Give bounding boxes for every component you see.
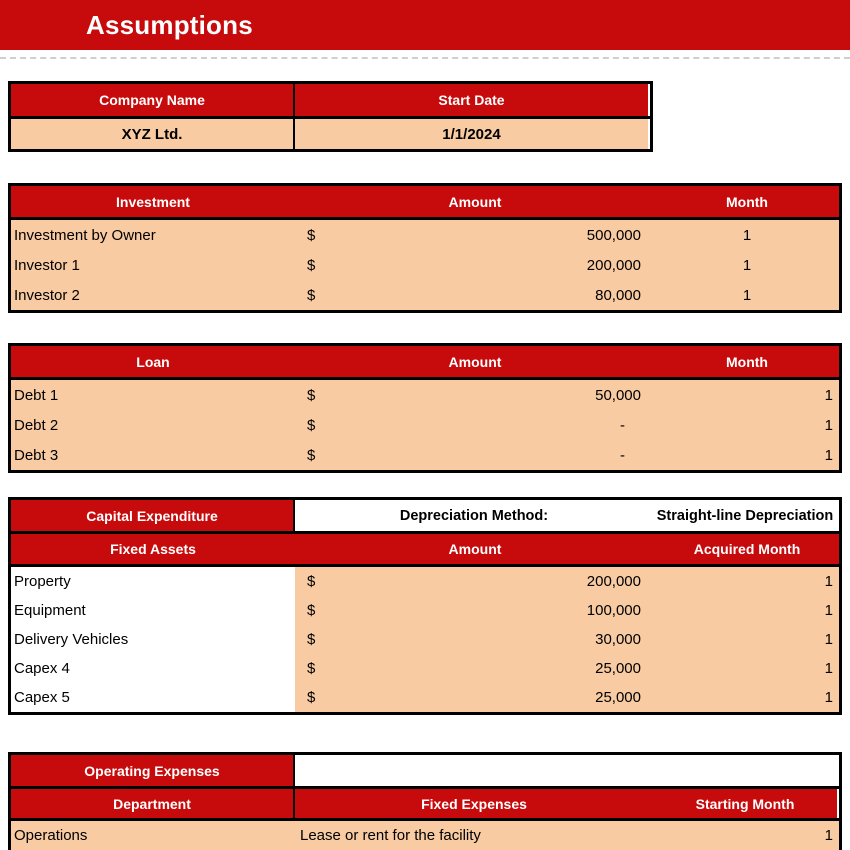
currency-symbol: $ xyxy=(307,631,316,648)
investment-table xyxy=(8,183,842,313)
currency-symbol: $ xyxy=(307,602,316,619)
opex-table xyxy=(8,752,842,850)
opex-title-row xyxy=(11,755,839,789)
row-label-cell[interactable]: Debt 2 xyxy=(11,410,295,440)
month-cell[interactable]: 1 xyxy=(655,250,839,280)
amount-cell[interactable] xyxy=(295,440,655,470)
company-name-cell[interactable]: XYZ Ltd. xyxy=(11,119,295,149)
company-table xyxy=(8,81,653,152)
table-row xyxy=(11,410,839,440)
month-cell[interactable]: 1 xyxy=(655,654,839,683)
amount-cell[interactable] xyxy=(295,567,655,596)
investment-header-row xyxy=(11,186,839,220)
row-label-cell[interactable]: Investment by Owner xyxy=(11,220,295,250)
currency-symbol: $ xyxy=(307,689,316,706)
depreciation-method-label-cell: Depreciation Method: xyxy=(295,500,653,531)
department-cell[interactable]: Operations xyxy=(11,821,295,850)
page-title: Assumptions xyxy=(86,10,253,40)
amount-value: 80,000 xyxy=(595,286,641,304)
row-label-cell[interactable]: Property xyxy=(11,567,295,596)
loan-table xyxy=(8,343,842,473)
row-label-cell[interactable]: Investor 2 xyxy=(11,280,295,310)
row-label-cell[interactable]: Delivery Vehicles xyxy=(11,625,295,654)
loan-title-header-cell: Loan xyxy=(11,346,295,377)
amount-cell[interactable] xyxy=(295,220,655,250)
capex-header-row xyxy=(11,534,839,567)
capex-amount-header-cell: Amount xyxy=(295,534,655,564)
currency-symbol: $ xyxy=(307,573,316,590)
start-date-cell[interactable]: 1/1/2024 xyxy=(295,119,648,149)
row-label-cell[interactable]: Investor 1 xyxy=(11,250,295,280)
amount-cell[interactable] xyxy=(295,654,655,683)
amount-cell[interactable] xyxy=(295,250,655,280)
table-row xyxy=(11,821,839,850)
investment-amount-header-cell: Amount xyxy=(295,186,655,217)
table-row xyxy=(11,625,839,654)
amount-value: 100,000 xyxy=(586,602,641,619)
row-label-cell[interactable]: Debt 1 xyxy=(11,380,295,410)
loan-month-header-cell: Month xyxy=(655,346,839,377)
opex-title-cell: Operating Expenses xyxy=(11,755,295,786)
amount-value: 25,000 xyxy=(595,660,641,677)
amount-value: - xyxy=(620,416,625,434)
depreciation-method-value-cell[interactable]: Straight-line Depreciation xyxy=(653,500,837,531)
capex-title-row xyxy=(11,500,839,534)
opex-header-row xyxy=(11,789,839,821)
amount-cell[interactable] xyxy=(295,280,655,310)
capex-title-cell: Capital Expenditure xyxy=(11,500,295,531)
starting-month-header-cell: Starting Month xyxy=(653,789,837,818)
month-cell[interactable]: 1 xyxy=(655,410,839,440)
month-cell[interactable]: 1 xyxy=(655,625,839,654)
table-row xyxy=(11,654,839,683)
month-cell[interactable]: 1 xyxy=(655,683,839,712)
table-row xyxy=(11,280,839,310)
fixed-expenses-header-cell: Fixed Expenses xyxy=(295,789,653,818)
table-row xyxy=(11,596,839,625)
acquired-month-header-cell: Acquired Month xyxy=(655,534,839,564)
amount-value: 500,000 xyxy=(586,226,641,244)
department-header-cell: Department xyxy=(11,789,295,818)
company-table-value-row xyxy=(11,119,650,149)
amount-cell[interactable] xyxy=(295,410,655,440)
investment-title-header-cell: Investment xyxy=(11,186,295,217)
title-banner xyxy=(0,0,850,50)
page-break-line xyxy=(0,57,850,59)
table-row xyxy=(11,380,839,410)
amount-value: 30,000 xyxy=(595,631,641,648)
amount-cell[interactable] xyxy=(295,380,655,410)
currency-symbol: $ xyxy=(307,256,316,274)
currency-symbol: $ xyxy=(307,660,316,677)
month-cell[interactable]: 1 xyxy=(655,220,839,250)
month-cell[interactable]: 1 xyxy=(655,821,839,850)
currency-symbol: $ xyxy=(307,286,316,304)
start-date-header-cell: Start Date xyxy=(295,84,648,116)
month-cell[interactable]: 1 xyxy=(655,440,839,470)
table-row xyxy=(11,683,839,712)
opex-title-empty-cell xyxy=(295,755,839,786)
capex-table xyxy=(8,497,842,715)
table-row xyxy=(11,250,839,280)
fixed-assets-header-cell: Fixed Assets xyxy=(11,534,295,564)
currency-symbol: $ xyxy=(307,446,316,464)
currency-symbol: $ xyxy=(307,386,316,404)
month-cell[interactable]: 1 xyxy=(655,380,839,410)
amount-value: - xyxy=(620,446,625,464)
table-row xyxy=(11,220,839,250)
month-cell[interactable]: 1 xyxy=(655,567,839,596)
expense-description-cell[interactable]: Lease or rent for the facility xyxy=(295,821,655,850)
month-cell[interactable]: 1 xyxy=(655,596,839,625)
amount-value: 200,000 xyxy=(586,573,641,590)
currency-symbol: $ xyxy=(307,416,316,434)
row-label-cell[interactable]: Debt 3 xyxy=(11,440,295,470)
amount-cell[interactable] xyxy=(295,596,655,625)
row-label-cell[interactable]: Capex 4 xyxy=(11,654,295,683)
amount-cell[interactable] xyxy=(295,683,655,712)
company-table-header-row xyxy=(11,84,650,119)
loan-header-row xyxy=(11,346,839,380)
currency-symbol: $ xyxy=(307,226,316,244)
month-cell[interactable]: 1 xyxy=(655,280,839,310)
row-label-cell[interactable]: Capex 5 xyxy=(11,683,295,712)
investment-month-header-cell: Month xyxy=(655,186,839,217)
amount-value: 200,000 xyxy=(586,256,641,274)
row-label-cell[interactable]: Equipment xyxy=(11,596,295,625)
loan-amount-header-cell: Amount xyxy=(295,346,655,377)
table-row xyxy=(11,567,839,596)
company-name-header-cell: Company Name xyxy=(11,84,295,116)
amount-value: 25,000 xyxy=(595,689,641,706)
table-row xyxy=(11,440,839,470)
amount-value: 50,000 xyxy=(595,386,641,404)
amount-cell[interactable] xyxy=(295,625,655,654)
